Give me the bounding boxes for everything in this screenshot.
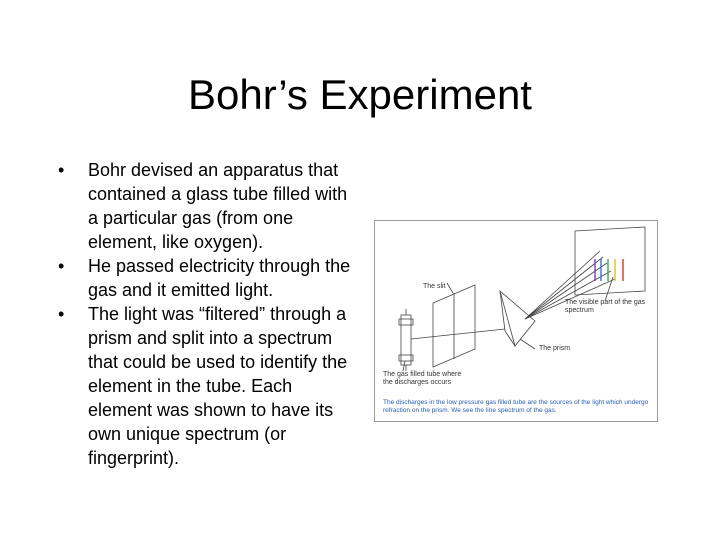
label-prism: The prism — [539, 345, 571, 352]
prism-edge — [500, 291, 505, 331]
bullet-marker: • — [58, 304, 65, 324]
bullet-text: The light was “filtered” through a prism and split into a spectrum that could be used to identify the element in the tube. Each element was shown to have its own unique spectrum (or fingerprint). — [88, 304, 348, 468]
prism-edge-lower — [505, 331, 515, 346]
label-slit: The slit — [423, 283, 446, 290]
bullet-item — [58, 254, 358, 302]
prism-shape — [500, 291, 535, 346]
pointer-tube — [403, 361, 405, 371]
pointer-prism — [520, 339, 535, 349]
bullet-marker: • — [58, 160, 65, 180]
light-beam — [411, 329, 505, 339]
apparatus-drawing — [375, 221, 657, 421]
figure-caption: The discharges in the low pressure gas filled tube are the sources of the light which undergo refraction on the prism. We see the line spectrum of the gas. — [383, 399, 649, 414]
bullet-marker: • — [58, 256, 65, 276]
gas-tube-shape — [401, 315, 411, 365]
label-visible-spectrum: The visible part of the gas spectrum — [565, 299, 646, 314]
bullet-item — [58, 302, 358, 470]
slide-title: Bohr’s Experiment — [188, 71, 532, 118]
bullet-text: Bohr devised an apparatus that contained a glass tube filled with a particular gas (from one element, like oxygen). — [88, 160, 348, 252]
bullet-list — [58, 158, 358, 470]
pointer-visible — [605, 277, 613, 301]
bullet-text: He passed electricity through the gas and it emitted light. — [88, 256, 351, 300]
pointer-slit — [447, 283, 453, 293]
bullet-item — [58, 158, 358, 254]
experiment-diagram — [374, 220, 658, 422]
label-gas-tube: The gas filled tube where the discharges occurs — [383, 371, 462, 386]
